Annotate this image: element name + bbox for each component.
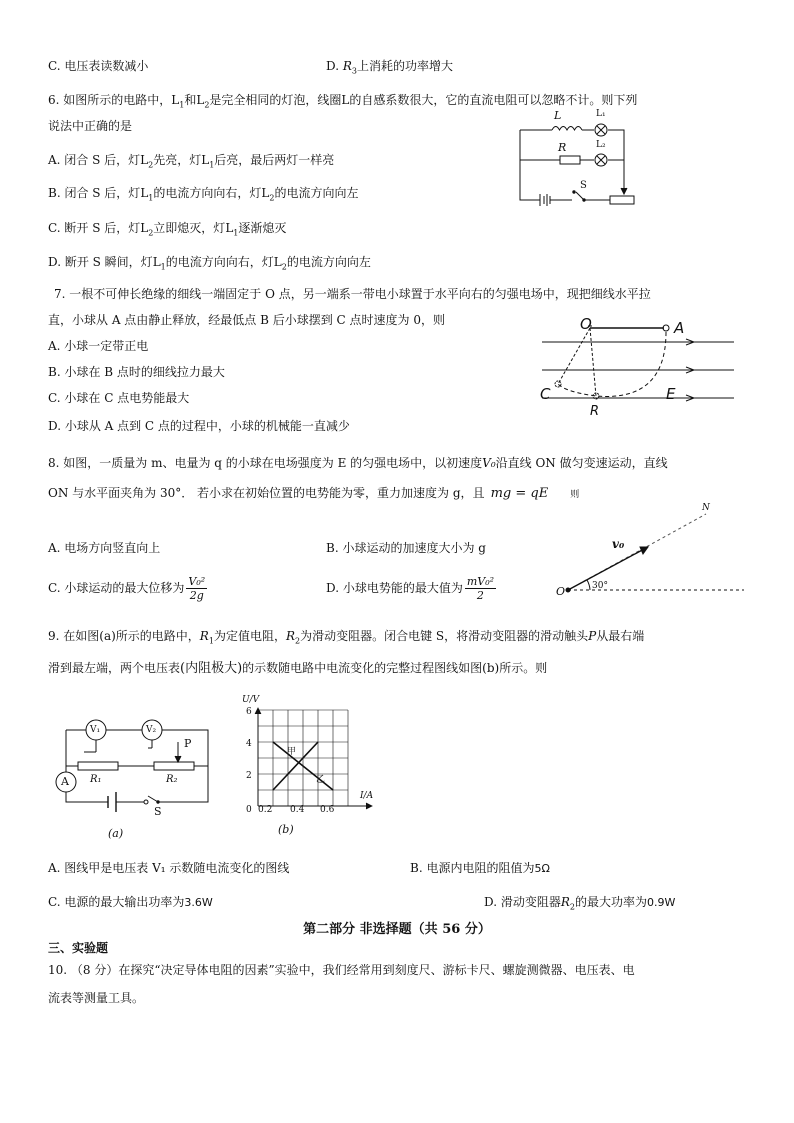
- q9-figb-caption: (b): [278, 823, 294, 836]
- q10-line1: 10. （8 分）在探究“决定导体电阻的因素”实验中，我们经常用到刻度尺、游标卡尺、螺旋测微器、电压表、电: [48, 963, 635, 977]
- q9-stem-line1: 9. 在如图(a)所示的电路中，$R_1$为定值电阻，$R_2$为滑动变阻器。闭合电键 S，将滑动变阻器的滑动触头P从最右端: [48, 629, 645, 646]
- q6-option-b: B. 闭合 S 后，灯$L_1$的电流方向向右，灯$L_2$的电流方向向左: [48, 186, 359, 203]
- q8-stem-line2: ON 与水平面夹角为 30°． 若小求在初始位置的电势能为零，重力加速度为 g，且 mg = qE 则: [48, 486, 580, 501]
- q9-figb-ytick-2: 2: [246, 771, 252, 781]
- q9-figa-label-p: P: [184, 737, 192, 750]
- q6-fig-label-l2: L₂: [596, 140, 606, 150]
- q8-option-a: A. 电场方向竖直向上: [48, 541, 161, 555]
- section3-title: 三、实验题: [48, 941, 109, 955]
- q9-figa-label-a: A: [61, 775, 69, 788]
- q7-fig-label-a: A: [674, 319, 685, 337]
- q9-figa-caption: (a): [108, 827, 124, 840]
- q9-figa-label-v1: V₁: [90, 725, 101, 735]
- q7-option-c: C. 小球在 C 点电势能最大: [48, 391, 190, 405]
- q9-figa-label-v2: V₂: [146, 725, 157, 735]
- q9-figa-label-r1: R₁: [90, 774, 102, 785]
- q9-figa-label-r2: R₂: [166, 774, 178, 785]
- q8-stem-line1: 8. 如图，一质量为 m、电量为 q 的小球在电场强度为 E 的匀强电场中，以初速度V₀沿直线 ON 做匀变速运动，直线: [48, 456, 668, 470]
- q9-figb-xtick-04: 0.4: [290, 805, 305, 815]
- q9-circuit-figure-a: [48, 712, 218, 842]
- q5-option-d: D. $R_3$上消耗的功率增大: [326, 59, 453, 76]
- q9-option-d: D. 滑动变阻器$R_2$的最大功率为0.9W: [484, 895, 676, 912]
- q8-fig-label-v0: v₀: [612, 537, 625, 551]
- q6-fig-label-l: L: [554, 109, 562, 122]
- q9-option-c: C. 电源的最大输出功率为3.6W: [48, 895, 213, 909]
- q7-option-d: D. 小球从 A 点到 C 点的过程中，小球的机械能一直减少: [48, 419, 350, 433]
- q6-fig-label-l1: L₁: [596, 109, 606, 119]
- q7-field-figure: [536, 312, 746, 420]
- q6-stem-line1: 6. 如图所示的电路中，$L_1$和$L_2$是完全相同的灯泡，线圈L的自感系数很大，它的直流电阻可以忽略不计。则下列: [48, 93, 638, 110]
- q8-option-d: D. 小球电势能的最大值为 $\frac{\text{mV₀²}}{2}$: [326, 575, 495, 602]
- q6-fig-label-r: R: [558, 141, 567, 154]
- q10-line2: 流表等测量工具。: [48, 991, 145, 1005]
- q8-option-c: C. 小球运动的最大位移为 $\frac{\text{V₀²}}{2g}$: [48, 575, 206, 602]
- q7-fig-label-o: O: [580, 315, 592, 333]
- q9-figb-ytick-6: 6: [246, 707, 252, 717]
- q7-fig-label-c: C: [540, 385, 551, 403]
- q8-fig-label-angle: 30°: [592, 581, 608, 591]
- q6-option-a: A. 闭合 S 后，灯$L_2$先亮，灯$L_1$后亮，最后两灯一样亮: [48, 153, 335, 170]
- q7-option-a: A. 小球一定带正电: [48, 339, 149, 353]
- q8-fig-label-n: N: [702, 503, 710, 513]
- q6-option-c: C. 断开 S 后，灯$L_2$立即熄灭，灯$L_1$逐渐熄灭: [48, 221, 287, 238]
- q9-figb-origin: 0: [246, 805, 252, 815]
- q9-option-a: A. 图线甲是电压表 V₁ 示数随电流变化的图线: [48, 861, 290, 875]
- q9-figb-label-yi: 乙: [316, 775, 326, 785]
- q8-motion-figure: [556, 500, 746, 600]
- q6-option-d: D. 断开 S 瞬间，灯$L_1$的电流方向向右，灯$L_2$的电流方向向左: [48, 255, 371, 272]
- q9-figa-label-s: S: [154, 805, 162, 818]
- q9-stem-line2: 滑到最左端，两个电压表(内阻极大)的示数随电路中电流变化的完整过程图线如图(b)所示。则: [48, 661, 548, 676]
- q5-option-c: C. 电压表读数减小: [48, 59, 149, 73]
- q9-figb-xlabel: I/A: [360, 791, 374, 801]
- q8-option-b: B. 小球运动的加速度大小为 g: [326, 541, 486, 555]
- q6-circuit-figure: [514, 109, 644, 208]
- q9-option-b: B. 电源内电阻的阻值为5Ω: [410, 861, 550, 875]
- q9-figb-xtick-02: 0.2: [258, 805, 273, 815]
- q8-fig-label-o: O: [556, 585, 566, 598]
- q6-fig-label-s: S: [580, 180, 587, 191]
- part2-title: 第二部分 非选择题（共 56 分）: [303, 922, 491, 937]
- q7-option-b: B. 小球在 B 点时的细线拉力最大: [48, 365, 225, 379]
- q7-stem-line2: 直，小球从 A 点由静止释放，经最低点 B 后小球摆到 C 点时速度为 0，则: [48, 313, 446, 327]
- q7-stem-line1: 7. 一根不可伸长绝缘的细线一端固定于 O 点，另一端系一带电小球置于水平向右的匀强电场中，现把细线水平拉: [54, 287, 651, 301]
- q6-stem-line2: 说法中正确的是: [48, 119, 133, 133]
- q7-fig-label-e: E: [666, 385, 676, 403]
- q9-figb-xtick-06: 0.6: [320, 805, 335, 815]
- q9-figb-ylabel: U/V: [242, 695, 260, 705]
- q9-graph-figure-b: [220, 692, 390, 842]
- q9-figb-ytick-4: 4: [246, 739, 252, 749]
- q9-figb-label-jia: 甲: [287, 747, 297, 757]
- q7-fig-label-r: R: [590, 404, 600, 419]
